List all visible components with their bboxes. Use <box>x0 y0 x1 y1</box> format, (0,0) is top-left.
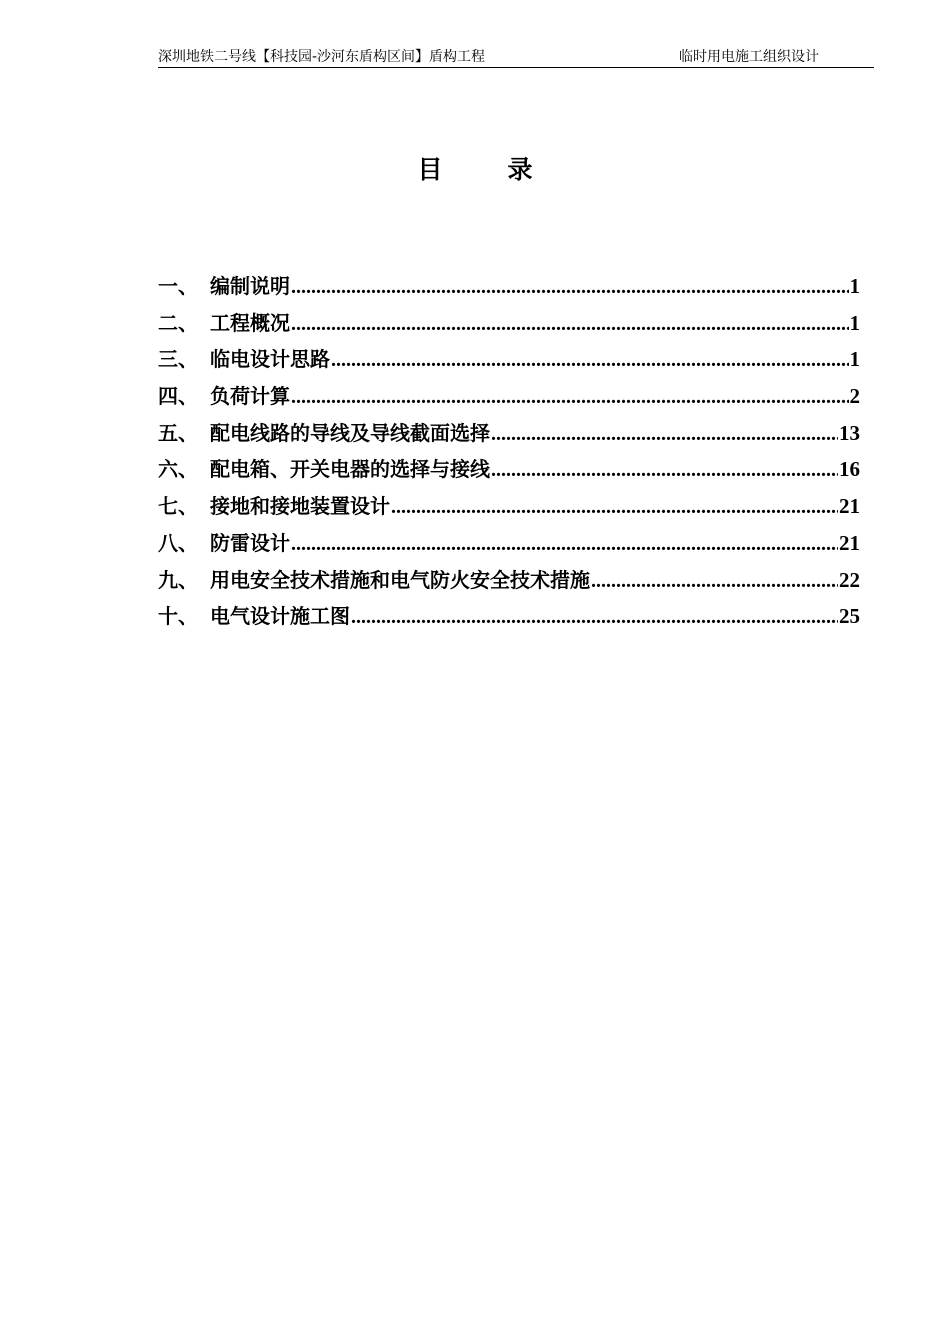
toc-entry-page: 1 <box>849 310 860 335</box>
toc-entry-number: 九、 <box>158 567 198 592</box>
toc-entry-page: 1 <box>849 274 860 298</box>
toc-leader-dots <box>291 269 849 306</box>
toc-entry-6[interactable] <box>158 451 860 488</box>
toc-leader-dots <box>331 342 849 379</box>
toc-entry-number: 四、 <box>158 384 198 409</box>
toc-entry-label: 配电线路的导线及导线截面选择 <box>210 420 490 445</box>
toc-entry-2[interactable] <box>158 305 860 342</box>
toc-entry-label: 用电安全技术措施和电气防火安全技术措施 <box>210 567 590 592</box>
toc-entry-number: 十、 <box>158 604 198 629</box>
page-header <box>158 47 874 68</box>
toc-entry-label: 接地和接地装置设计 <box>210 494 390 519</box>
toc-leader-dots <box>491 416 838 453</box>
toc-entry-page: 16 <box>839 457 860 482</box>
toc-entry-page: 25 <box>839 604 860 629</box>
toc-heading <box>0 152 950 188</box>
toc-leader-dots <box>391 489 838 526</box>
toc-entry-page: 22 <box>839 567 860 592</box>
header-document-title: 深圳地铁二号线【科技园-沙河东盾构区间】盾构工程 <box>158 49 486 65</box>
toc-entry-label: 编制说明 <box>210 274 290 298</box>
toc-entry-number: 六、 <box>158 457 198 482</box>
toc-entry-9[interactable] <box>158 562 860 599</box>
toc-entry-1[interactable] <box>158 268 860 305</box>
toc-entry-number: 五、 <box>158 420 198 445</box>
toc-entry-number: 七、 <box>158 494 198 519</box>
toc-leader-dots <box>291 306 849 343</box>
toc-entry-number: 三、 <box>158 347 198 372</box>
toc-entry-5[interactable] <box>158 415 860 452</box>
table-of-contents <box>158 268 860 635</box>
toc-entry-number: 八、 <box>158 530 198 555</box>
toc-entry-label: 工程概况 <box>210 310 290 335</box>
toc-entry-page: 2 <box>849 384 860 409</box>
toc-leader-dots <box>291 379 849 416</box>
toc-entry-label: 负荷计算 <box>210 384 290 409</box>
toc-heading-char-2: 录 <box>507 155 533 184</box>
toc-leader-dots <box>351 599 838 636</box>
header-section-title: 临时用电施工组织设计 <box>679 49 819 65</box>
toc-entry-number: 二、 <box>158 310 198 335</box>
toc-entry-number: 一、 <box>158 274 198 298</box>
toc-leader-dots <box>291 526 838 563</box>
toc-entry-8[interactable] <box>158 525 860 562</box>
toc-entry-page: 1 <box>849 347 860 372</box>
toc-entry-label: 电气设计施工图 <box>210 604 350 629</box>
toc-leader-dots <box>491 452 838 489</box>
toc-entry-4[interactable] <box>158 378 860 415</box>
toc-heading-char-1: 目 <box>417 155 443 184</box>
toc-leader-dots <box>591 563 838 600</box>
toc-entry-label: 配电箱、开关电器的选择与接线 <box>210 457 490 482</box>
toc-entry-label: 防雷设计 <box>210 530 290 555</box>
toc-entry-10[interactable] <box>158 598 860 635</box>
toc-entry-label: 临电设计思路 <box>210 347 330 372</box>
toc-entry-page: 21 <box>839 530 860 555</box>
toc-entry-page: 21 <box>839 494 860 519</box>
toc-entry-3[interactable] <box>158 341 860 378</box>
toc-entry-page: 13 <box>839 420 860 445</box>
toc-entry-7[interactable] <box>158 488 860 525</box>
